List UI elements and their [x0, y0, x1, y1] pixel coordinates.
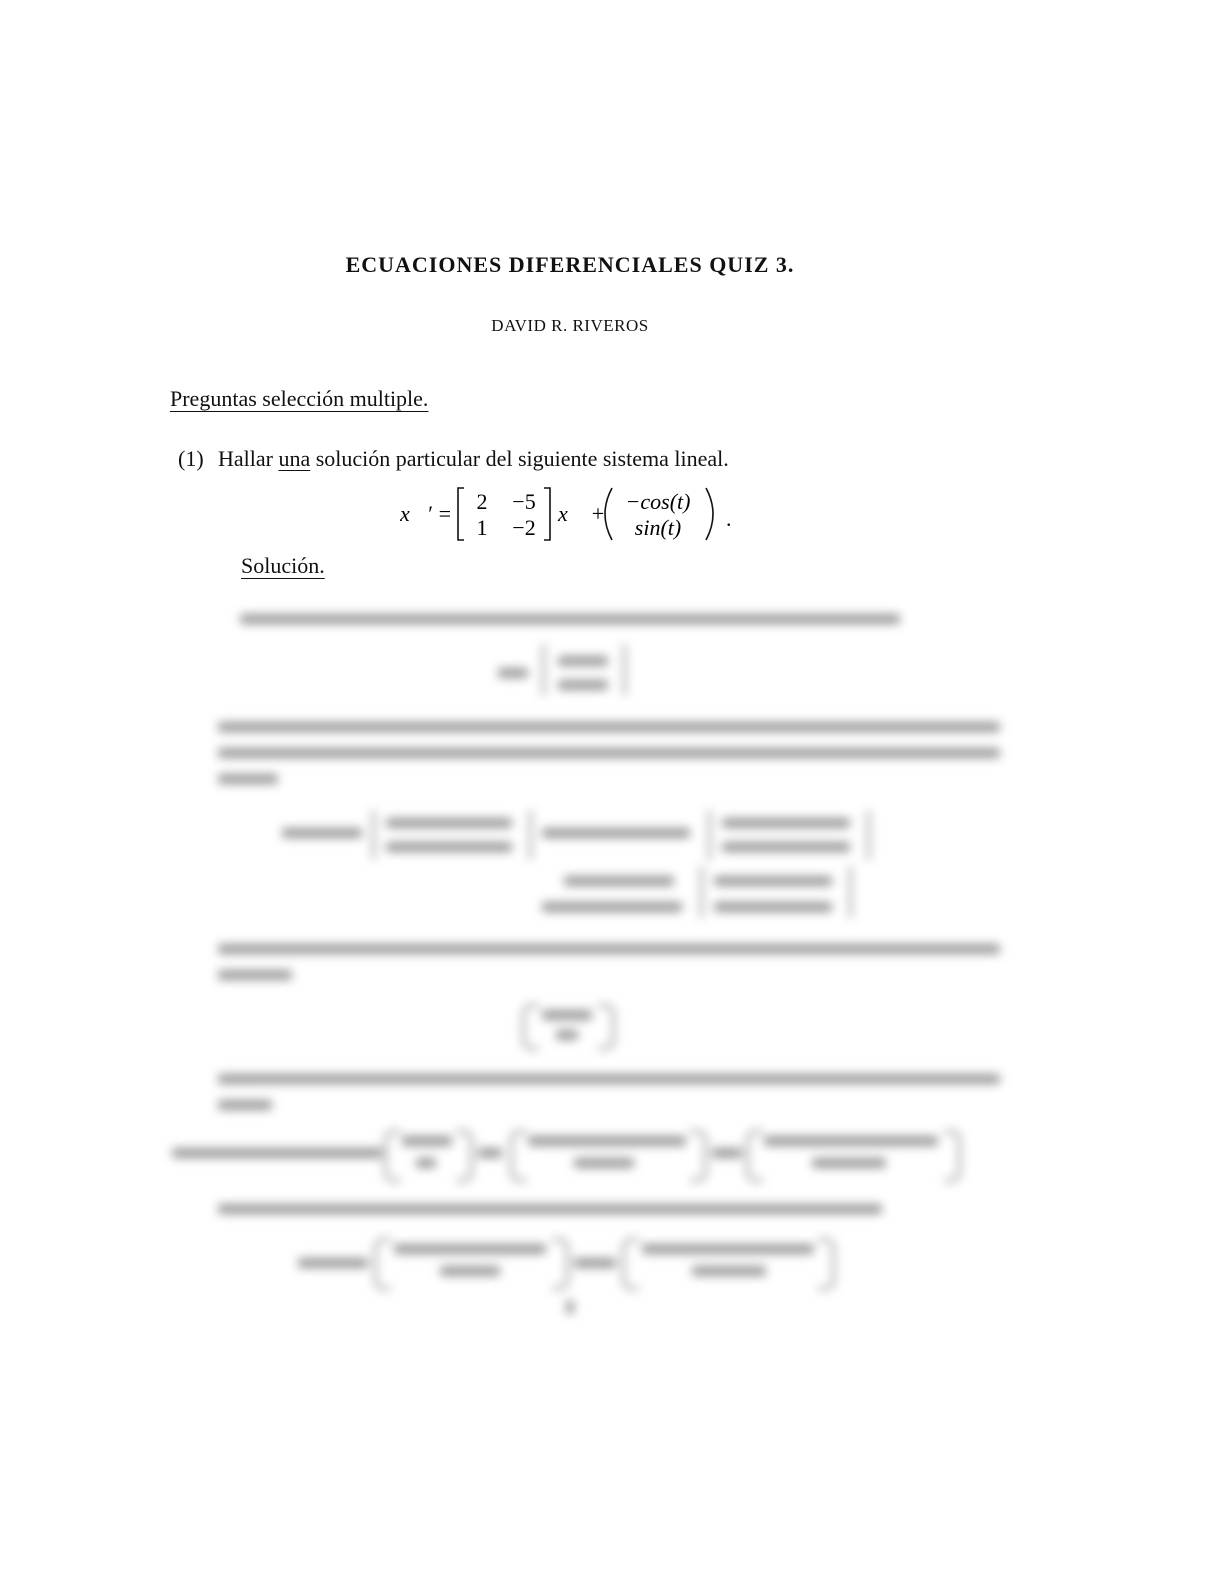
blurred-text-line [218, 944, 1000, 954]
blurred-text-line [558, 656, 608, 666]
blurred-text-line [218, 1074, 1000, 1084]
vector-entry-2: sin(t) [634, 515, 682, 540]
blurred-paren [522, 1004, 539, 1050]
blurred-paren [510, 1130, 527, 1182]
blurred-text-line [692, 1266, 766, 1276]
blurred-text-line [764, 1136, 938, 1146]
blurred-paren [552, 1238, 569, 1290]
blurred-paren [690, 1130, 707, 1182]
blurred-text-line [440, 1266, 500, 1276]
blurred-text-line [218, 1100, 272, 1110]
blurred-text-line [712, 1148, 742, 1158]
blurred-text-line [714, 902, 832, 912]
blurred-text-line [218, 970, 292, 980]
equation-lhs: x⃗′ = [400, 501, 453, 526]
blurred-text-line [498, 668, 528, 678]
blurred-text-line [218, 774, 278, 784]
matrix-a22: −2 [512, 515, 536, 540]
question-text-underlined: una [278, 446, 311, 471]
matrix-a21: 1 [476, 515, 488, 540]
blurred-text-line [394, 1244, 546, 1254]
blurred-text-line [714, 876, 832, 886]
blurred-text-line [240, 614, 900, 624]
blurred-text-line [298, 1258, 368, 1268]
blurred-paren [818, 1238, 835, 1290]
blurred-text-line [556, 1030, 578, 1040]
section-title: Preguntas selección multiple. [170, 386, 429, 411]
blurred-text-line [722, 842, 850, 852]
blurred-paren [746, 1130, 763, 1182]
blurred-paren [384, 1130, 401, 1182]
blurred-text-line [542, 902, 682, 912]
blurred-text-line [542, 828, 690, 838]
vector-right-paren [706, 488, 713, 540]
blurred-paren [622, 1238, 639, 1290]
question-text-before: Hallar [218, 446, 273, 471]
equation-period: . [726, 506, 732, 531]
system-equation [400, 484, 740, 544]
blurred-paren [456, 1130, 473, 1182]
matrix-a12: −5 [512, 489, 536, 514]
question-number: (1) [178, 446, 204, 471]
blurred-text-line [642, 1244, 814, 1254]
blurred-text-line [528, 1136, 686, 1146]
question-text-after: solución particular del siguiente sistema lineal. [315, 446, 729, 471]
blurred-text-line [282, 828, 362, 838]
blurred-text-line [574, 1258, 616, 1268]
equation-mid: x⃗ + [558, 501, 606, 526]
blurred-text-line [218, 1204, 882, 1214]
blurred-text-line [218, 748, 1000, 758]
question-text [218, 446, 729, 472]
matrix-right-bracket [544, 488, 550, 540]
matrix-left-bracket [458, 488, 464, 540]
vector-left-paren [605, 488, 612, 540]
blurred-matrix [708, 810, 870, 860]
author-name: DAVID R. RIVEROS [491, 316, 649, 335]
blurred-text-line [478, 1148, 502, 1158]
solution-label: Solución. [241, 553, 325, 578]
blurred-page-number [566, 1300, 574, 1314]
matrix-a11: 2 [476, 489, 488, 514]
document-title: ECUACIONES DIFERENCIALES QUIZ 3. [345, 252, 795, 277]
blurred-text-line [402, 1136, 452, 1146]
blurred-text-line [386, 842, 512, 852]
blurred-matrix [700, 866, 852, 918]
blurred-text-line [564, 876, 674, 886]
blurred-text-line [542, 1010, 592, 1020]
blurred-text-line [218, 722, 1000, 732]
blurred-text-line [722, 818, 850, 828]
blurred-text-line [558, 680, 608, 690]
blurred-text-line [386, 818, 512, 828]
vector-entry-1: −cos(t) [625, 489, 691, 514]
blurred-matrix [372, 810, 532, 860]
blurred-paren [374, 1238, 391, 1290]
blurred-paren [598, 1004, 615, 1050]
blurred-text-line [172, 1148, 382, 1158]
blurred-text-line [574, 1158, 634, 1168]
blurred-matrix [542, 644, 626, 696]
blurred-text-line [812, 1158, 886, 1168]
blurred-paren [944, 1130, 961, 1182]
blurred-text-line [416, 1158, 436, 1168]
